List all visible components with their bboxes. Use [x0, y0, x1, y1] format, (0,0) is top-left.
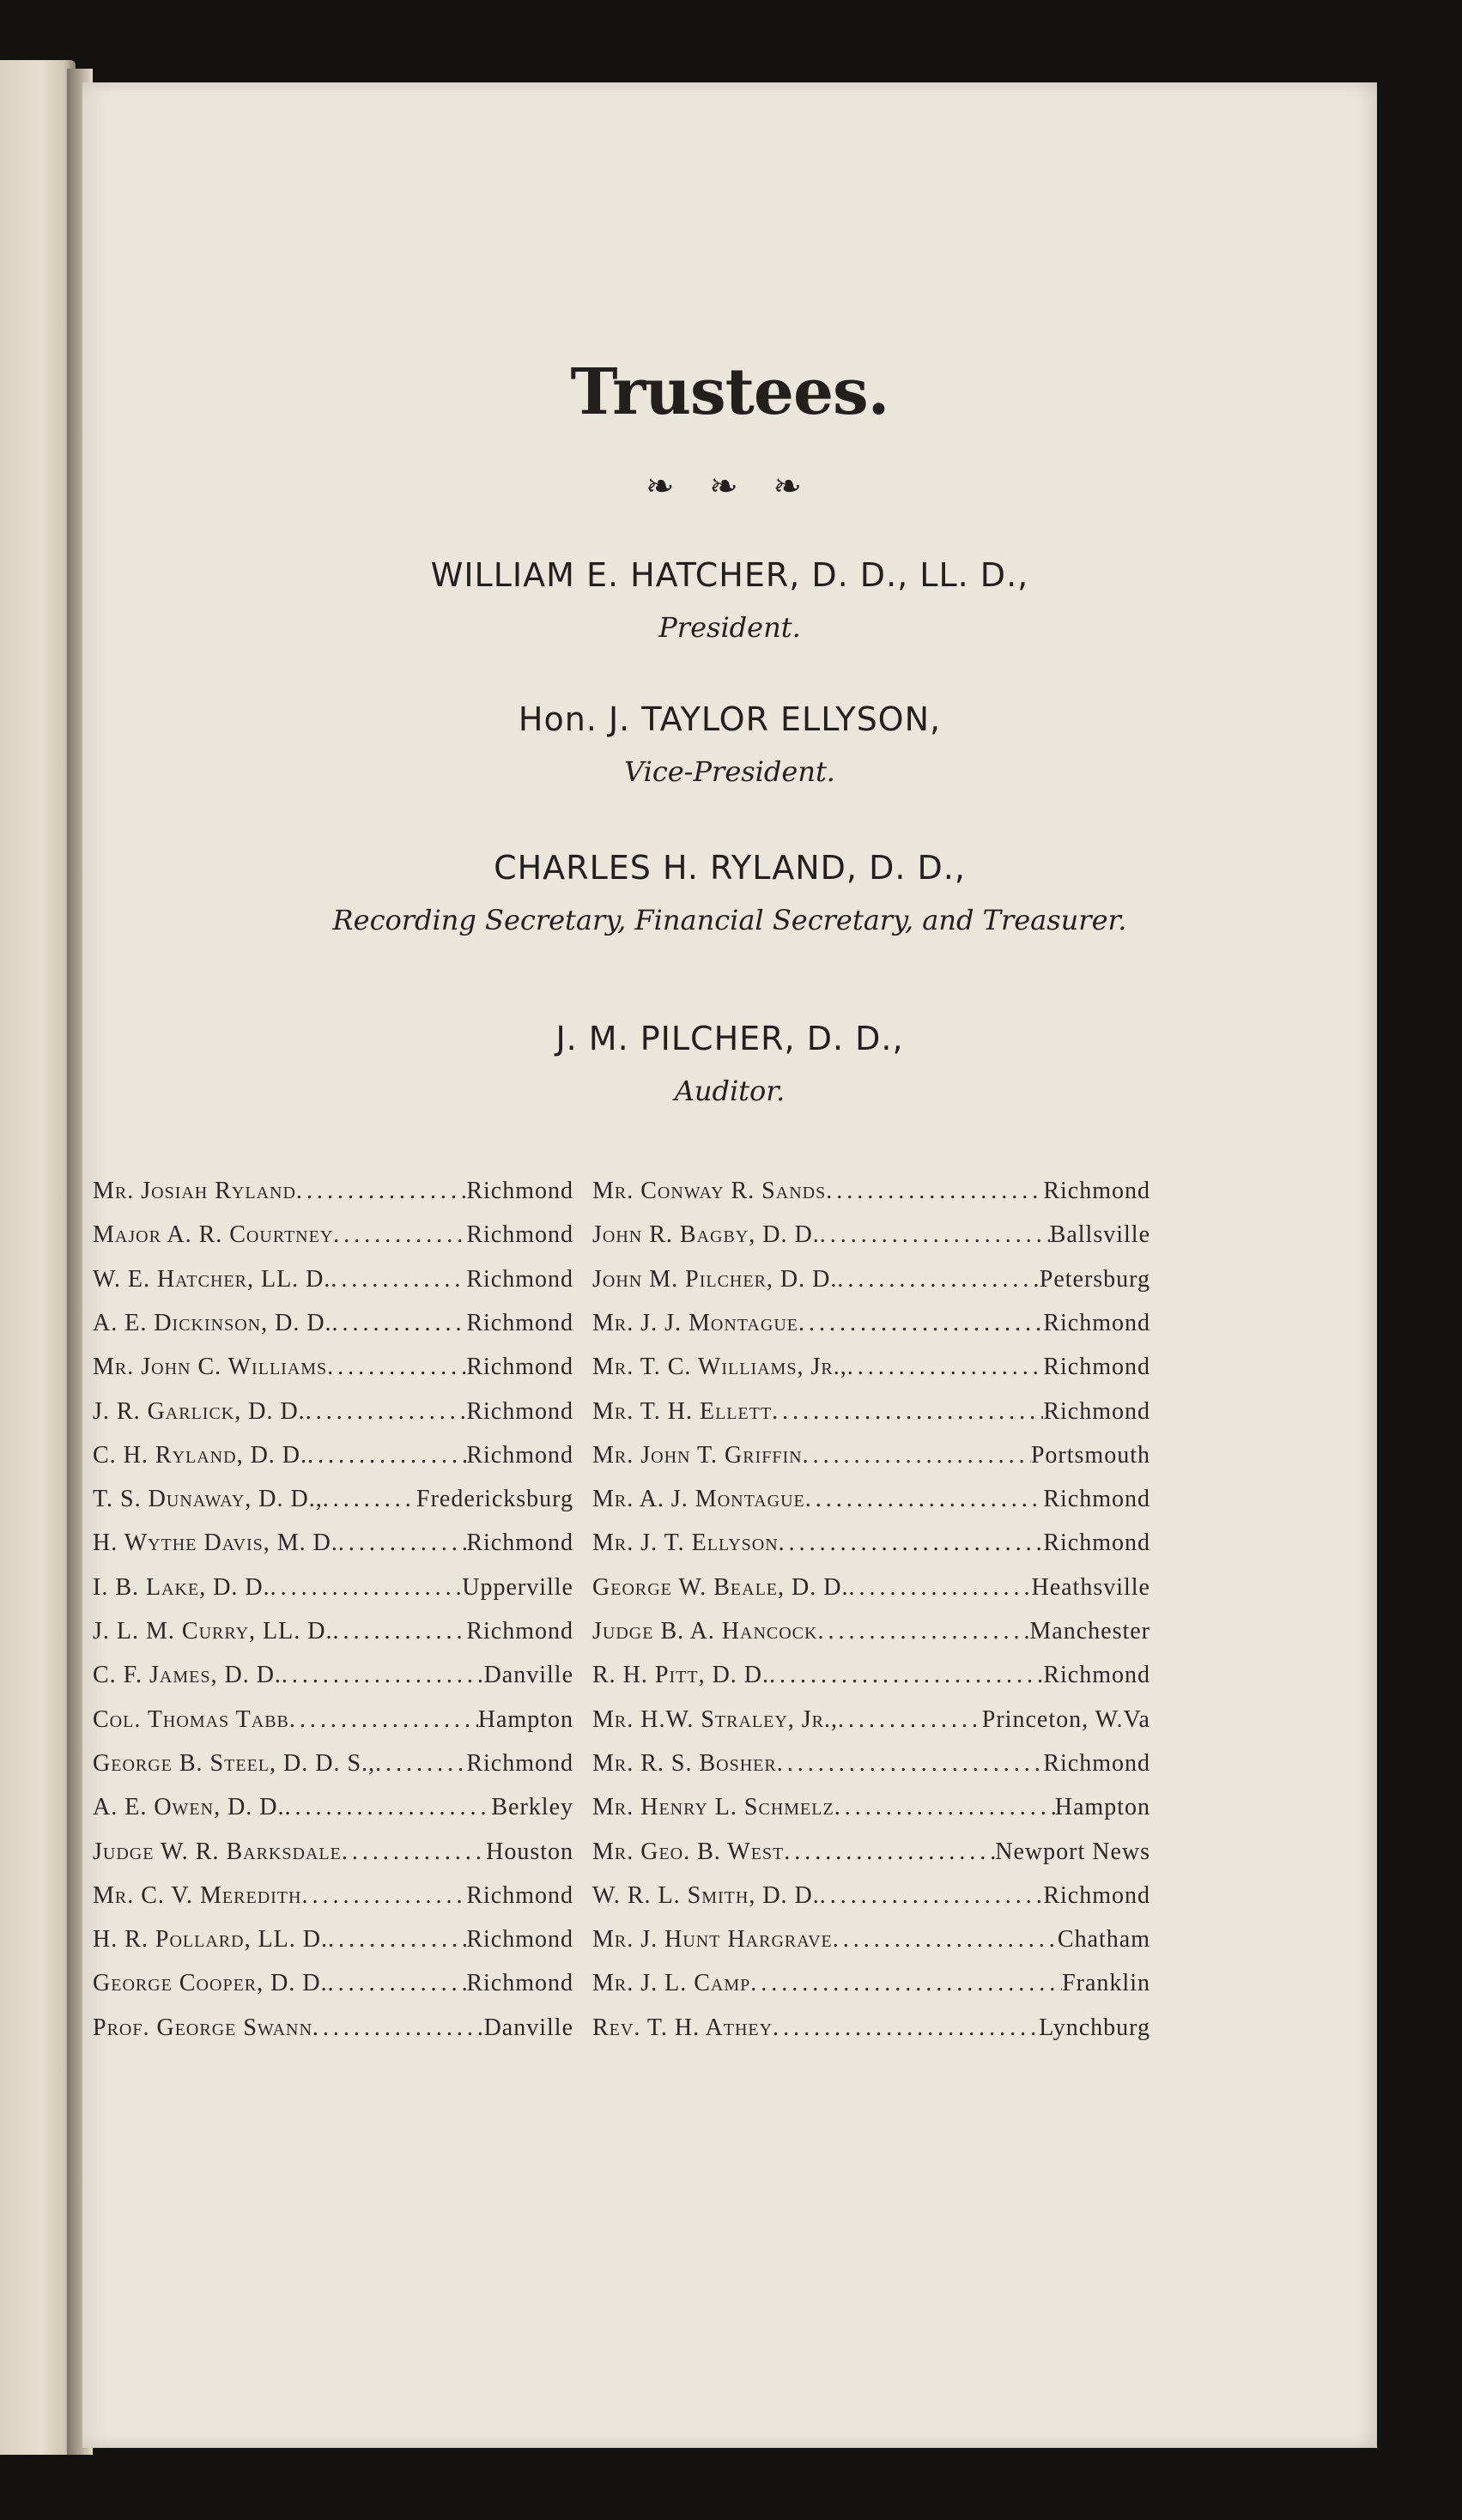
trustee-name: Mr. H.W. Straley, Jr.,: [592, 1705, 838, 1733]
trustee-row: [93, 1442, 573, 1476]
dot-leader: [798, 1310, 1043, 1337]
trustee-name: Mr. J. T. Ellyson: [592, 1530, 779, 1557]
trustee-place: Houston: [486, 1838, 573, 1865]
trustee-row: [592, 1354, 1150, 1388]
trustee-row: [592, 1266, 1150, 1300]
trustee-place: Richmond: [466, 1618, 573, 1645]
trustees-right-column: [592, 1178, 1150, 2105]
trustee-row: [592, 1398, 1150, 1433]
dot-leader: [285, 1794, 492, 1821]
trustee-row: [592, 1221, 1150, 1256]
dot-leader: [834, 1794, 1055, 1821]
dot-leader: [312, 2014, 484, 2042]
dot-leader: [328, 1926, 466, 1954]
trustee-place: Richmond: [466, 1970, 573, 1997]
dot-leader: [331, 1266, 466, 1293]
trustee-name: Rev. T. H. Athey: [592, 2014, 773, 2041]
trustee-place: Richmond: [466, 1881, 573, 1909]
trustee-name: Col. Thomas Tabb: [93, 1705, 289, 1733]
dot-leader: [769, 1662, 1043, 1689]
trustee-place: Richmond: [466, 1178, 573, 1204]
trustee-name: H. R. Pollard, LL. D.: [93, 1926, 328, 1954]
trustee-row: [592, 1662, 1150, 1696]
trustee-name: John M. Pilcher, D. D.: [592, 1265, 838, 1293]
facing-page-edge: [0, 60, 76, 2455]
dot-leader: [772, 1398, 1043, 1426]
trustee-name: Mr. John C. Williams: [93, 1354, 328, 1381]
trustee-row: [93, 1310, 573, 1344]
trustee-row: [93, 1706, 573, 1741]
dot-leader: [342, 1839, 486, 1866]
trustee-row: [592, 1794, 1150, 1828]
trustee-place: Hampton: [1054, 1794, 1150, 1821]
dot-leader: [289, 1706, 478, 1734]
trustee-place: Richmond: [1043, 1662, 1150, 1689]
trustee-name: George B. Steel, D. D. S.,: [93, 1749, 376, 1777]
dot-leader: [332, 1618, 466, 1645]
page-title: Trustees.: [570, 355, 889, 429]
trustee-name: C. F. James, D. D.: [93, 1662, 282, 1689]
trustee-place: Hampton: [477, 1705, 573, 1733]
trustee-place: Berkley: [491, 1794, 573, 1821]
dot-leader: [784, 1839, 995, 1866]
trustee-place: Richmond: [1043, 1354, 1150, 1381]
trustee-row: [93, 1221, 573, 1256]
trustee-place: Danville: [483, 1662, 573, 1689]
trustee-name: Mr. J. L. Camp: [592, 1970, 751, 1997]
trustee-name: T. S. Dunaway, D. D.,: [93, 1486, 323, 1513]
trustee-place: Princeton, W.Va: [981, 1705, 1150, 1733]
dot-leader: [306, 1398, 467, 1426]
dot-leader: [332, 1310, 467, 1337]
trustee-place: Newport News: [995, 1838, 1150, 1865]
trustee-name: John R. Bagby, D. D.: [592, 1221, 820, 1249]
trustee-name: W. R. L. Smith, D. D.: [592, 1881, 820, 1909]
trustee-name: R. H. Pitt, D. D.: [592, 1662, 770, 1689]
trustee-row: [93, 1486, 573, 1520]
trustee-name: Mr. R. S. Bosher: [592, 1749, 777, 1777]
trustee-name: C. H. Ryland, D. D.: [93, 1441, 308, 1469]
trustee-name: Mr. Conway R. Sands: [592, 1178, 827, 1204]
trustee-place: Richmond: [466, 1265, 573, 1293]
dot-leader: [847, 1354, 1044, 1381]
trustee-place: Richmond: [1043, 1881, 1150, 1909]
trustee-row: [93, 1530, 573, 1564]
trustee-row: [592, 1574, 1150, 1608]
trustee-name: Mr. J. Hunt Hargrave: [592, 1926, 833, 1954]
trustee-place: Fredericksburg: [416, 1486, 573, 1513]
trustee-row: [592, 1486, 1150, 1520]
trustee-place: Richmond: [1043, 1486, 1150, 1513]
trustee-name: Mr. A. J. Montague: [592, 1486, 805, 1513]
dot-leader: [805, 1486, 1044, 1513]
trustee-name: Mr. T. C. Williams, Jr.,: [592, 1354, 847, 1381]
trustee-name: A. E. Dickinson, D. D.: [93, 1309, 332, 1336]
trustee-place: Richmond: [1043, 1749, 1150, 1777]
trustee-name: W. E. Hatcher, LL. D.: [93, 1265, 331, 1293]
trustee-row: [93, 1926, 573, 1960]
trustee-place: Richmond: [1043, 1309, 1150, 1336]
dot-leader: [820, 1221, 1050, 1249]
dot-leader: [323, 1486, 416, 1513]
dot-leader: [820, 1882, 1044, 1910]
dot-leader: [817, 1618, 1029, 1645]
trustee-name: J. R. Garlick, D. D.: [93, 1397, 306, 1425]
trustee-row: [93, 1794, 573, 1828]
trustee-name: Judge B. A. Hancock: [592, 1618, 818, 1645]
officer-auditor-name: J. M. PILCHER, D. D.,: [555, 1020, 904, 1057]
trustee-row: [93, 1839, 573, 1873]
trustee-name: Judge W. R. Barksdale: [93, 1838, 342, 1865]
trustee-place: Franklin: [1062, 1970, 1150, 1997]
dot-leader: [773, 2014, 1039, 2042]
dot-leader: [833, 1926, 1058, 1954]
dot-leader: [838, 1706, 982, 1734]
dot-leader: [307, 1442, 466, 1469]
trustee-place: Richmond: [1043, 1530, 1150, 1557]
trustee-row: [93, 1398, 573, 1433]
dot-leader: [375, 1750, 466, 1778]
officer-vice-president-name: Hon. J. TAYLOR ELLYSON,: [518, 700, 942, 738]
trustees-left-column: [93, 1178, 573, 2105]
trustee-place: Richmond: [466, 1441, 573, 1469]
trustee-row: [93, 1178, 573, 1212]
dot-leader: [338, 1530, 466, 1557]
trustee-row: [93, 1750, 573, 1784]
trustee-name: A. E. Owen, D. D.: [93, 1794, 285, 1821]
trustee-place: Richmond: [466, 1354, 573, 1381]
dot-leader: [301, 1882, 466, 1910]
trustee-row: [592, 1882, 1150, 1917]
trustee-place: Heathsville: [1031, 1573, 1150, 1601]
trustee-place: Richmond: [466, 1309, 573, 1336]
trustee-place: Chatham: [1057, 1926, 1150, 1954]
trustee-row: [93, 1618, 573, 1652]
trustee-row: [592, 1442, 1150, 1476]
trustee-place: Richmond: [466, 1926, 573, 1954]
dot-leader: [282, 1662, 484, 1689]
trustee-row: [592, 1926, 1150, 1960]
trustee-place: Petersburg: [1039, 1265, 1150, 1293]
trustee-row: [592, 1178, 1150, 1212]
officer-president-name: WILLIAM E. HATCHER, D. D., LL. D.,: [430, 556, 1029, 594]
dot-leader: [333, 1221, 466, 1249]
officer-secretary-name: CHARLES H. RYLAND, D. D.,: [494, 849, 966, 887]
trustee-place: Lynchburg: [1039, 2014, 1150, 2041]
trustee-name: J. L. M. Curry, LL. D.: [93, 1618, 333, 1645]
trustee-name: Mr. T. H. Ellett: [592, 1397, 773, 1425]
officer-secretary-role: Recording Secretary, Financial Secretary, and Treasurer.: [332, 904, 1127, 936]
trustee-row: [592, 1618, 1150, 1652]
trustee-place: Manchester: [1029, 1618, 1150, 1645]
trustee-name: H. Wythe Davis, M. D.: [93, 1530, 338, 1557]
trustee-row: [93, 1266, 573, 1300]
officer-auditor-role: Auditor.: [674, 1075, 786, 1107]
trustee-row: [592, 1750, 1150, 1784]
trustee-name: Mr. Henry L. Schmelz: [592, 1794, 834, 1821]
trustee-row: [93, 1882, 573, 1917]
trustee-name: Mr. C. V. Meredith: [93, 1881, 302, 1909]
trustee-name: George Cooper, D. D.: [93, 1970, 328, 1997]
trustee-row: [93, 2014, 573, 2049]
trustee-row: [93, 1354, 573, 1388]
dot-leader: [803, 1442, 1031, 1469]
trustee-row: [93, 1662, 573, 1696]
dot-leader: [777, 1750, 1044, 1778]
dot-leader: [826, 1178, 1043, 1205]
trustee-place: Portsmouth: [1030, 1441, 1150, 1469]
trustee-name: Mr. Geo. B. West: [592, 1838, 785, 1865]
trustee-row: [592, 1970, 1150, 2004]
document-page: [82, 82, 1377, 2448]
trustee-row: [592, 2014, 1150, 2049]
trustee-name: Mr. John T. Griffin: [592, 1441, 803, 1469]
trustee-place: Richmond: [466, 1530, 573, 1557]
trustee-row: [93, 1970, 573, 2004]
trustee-row: [592, 1839, 1150, 1873]
officer-president-role: President.: [658, 611, 801, 644]
trustee-name: Major A. R. Courtney: [93, 1221, 334, 1249]
trustee-row: [592, 1310, 1150, 1344]
trustee-name: Prof. George Swann: [93, 2014, 312, 2041]
trustee-name: Mr. J. J. Montague: [592, 1309, 798, 1336]
dot-leader: [270, 1574, 463, 1602]
trustee-place: Upperville: [462, 1573, 573, 1601]
trustee-place: Richmond: [1043, 1178, 1150, 1204]
trustee-place: Danville: [483, 2014, 573, 2041]
dot-leader: [750, 1970, 1062, 1997]
trustee-place: Richmond: [1043, 1397, 1150, 1425]
fleuron-ornament: ❧ ❧ ❧: [646, 467, 814, 506]
trustee-row: [592, 1706, 1150, 1741]
trustee-place: Richmond: [466, 1221, 573, 1249]
dot-leader: [296, 1178, 466, 1205]
trustee-row: [93, 1574, 573, 1608]
dot-leader: [328, 1970, 467, 1997]
trustee-place: Richmond: [466, 1397, 573, 1425]
trustee-name: George W. Beale, D. D.: [592, 1573, 849, 1601]
dot-leader: [779, 1530, 1044, 1557]
trustee-name: I. B. Lake, D. D.: [93, 1573, 270, 1601]
trustee-name: Mr. Josiah Ryland: [93, 1178, 296, 1204]
trustee-place: Ballsville: [1049, 1221, 1150, 1249]
dot-leader: [837, 1266, 1039, 1293]
trustee-row: [592, 1530, 1150, 1564]
dot-leader: [327, 1354, 466, 1381]
officer-vice-president-role: Vice-President.: [624, 755, 835, 788]
trustee-place: Richmond: [466, 1749, 573, 1777]
dot-leader: [848, 1574, 1031, 1602]
